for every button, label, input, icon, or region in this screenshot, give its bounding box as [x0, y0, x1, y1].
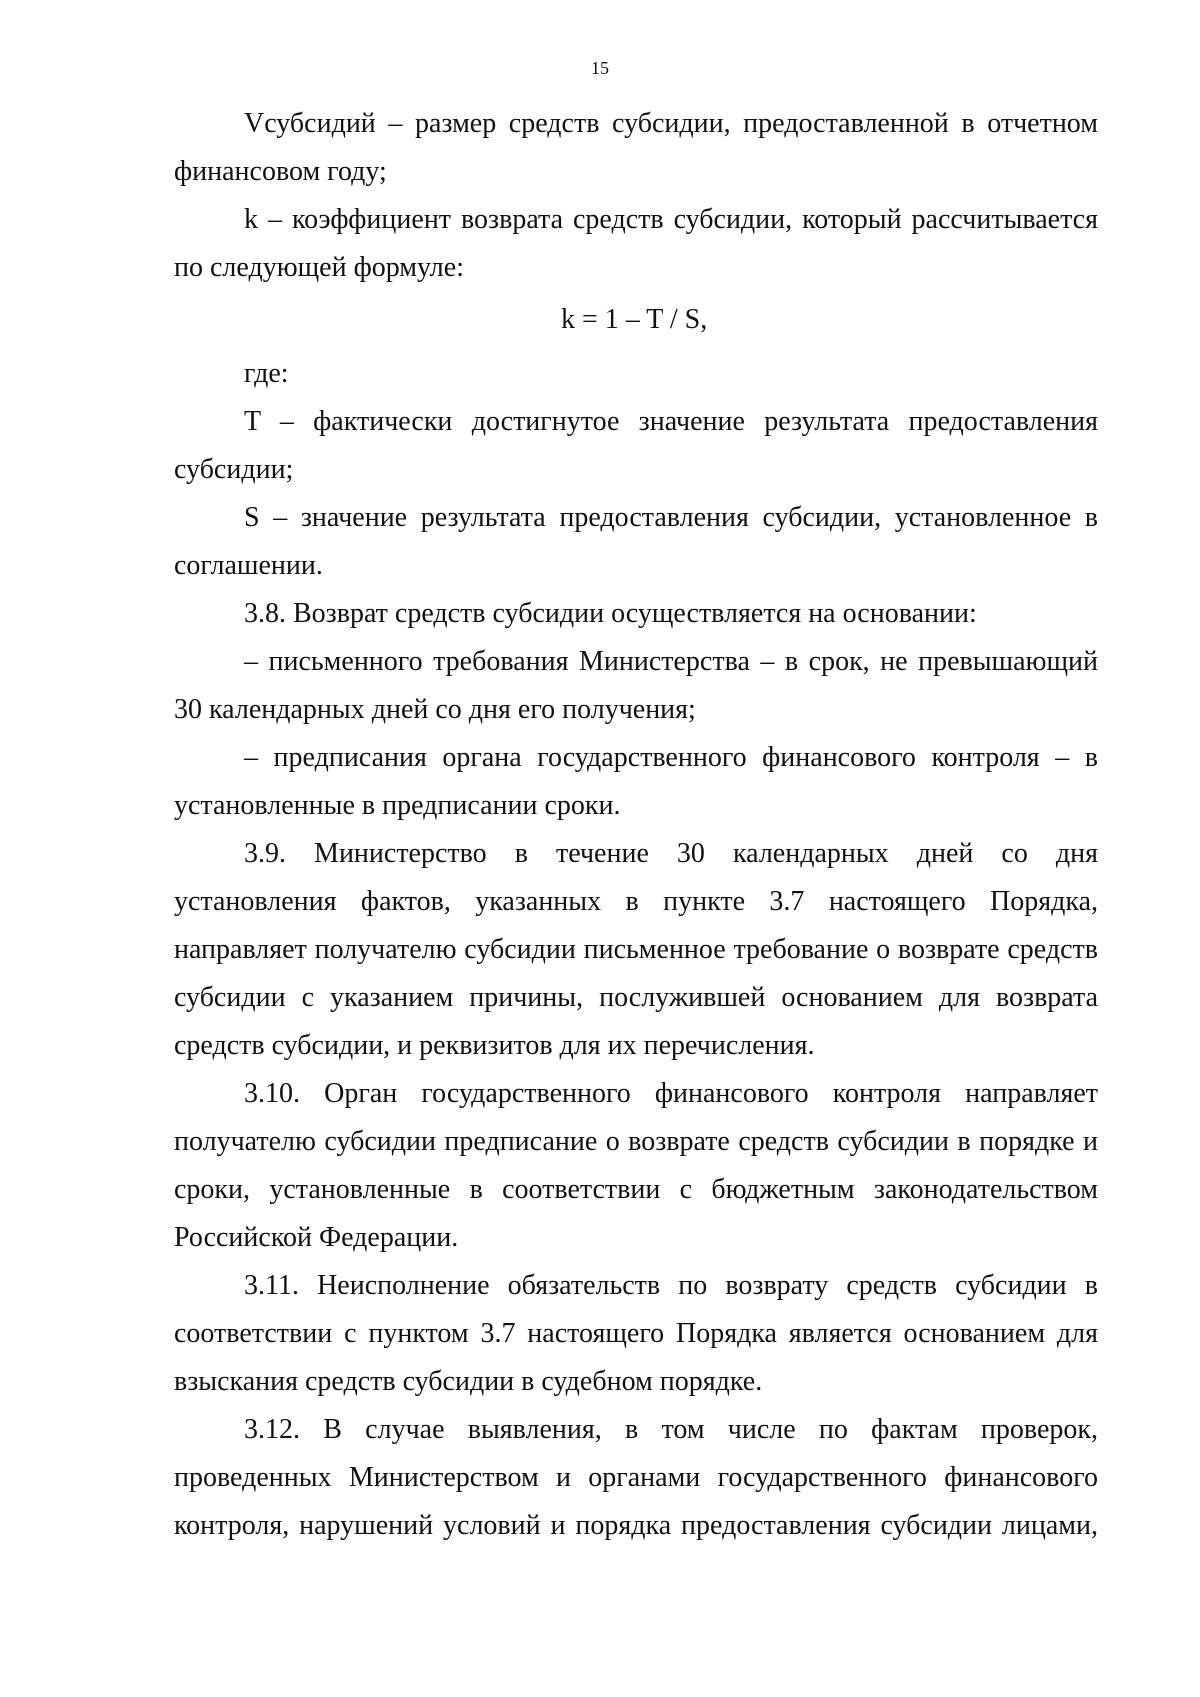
paragraph-3-10: 3.10. Орган государственного финансового контроля направляет получателю субсидии предписание о возврате средств субсидии в порядке и сроки, установленные в соответствии с бюджетным законодательством Российской Федерации.	[174, 1078, 1098, 1253]
paragraph-3-8: 3.8. Возврат средств субсидии осуществляется на основании:	[244, 598, 977, 629]
paragraph-3-12: 3.12. В случае выявления, в том числе по фактам проверок, проведенных Министерством и органами государственного финансового контроля, нарушений условий и порядка предоставления субсидии лицами,	[174, 1414, 1098, 1541]
paragraph-s-definition: S – значение результата предоставления субсидии, установленное в соглашении.	[174, 502, 1098, 581]
paragraph-3-9: 3.9. Министерство в течение 30 календарных дней со дня установления фактов, указанных в пункте 3.7 настоящего Порядка, направляет получателю субсидии письменное требование о возврате средств субсидии с указанием причины, послужившей основанием для возврата средств субсидии, и реквизитов для их перечисления.	[174, 838, 1098, 1061]
paragraph-3-8-item-a: – письменного требования Министерства – в срок, не превышающий 30 календарных дней со дня его получения;	[174, 646, 1098, 725]
paragraph-v-subsidy: Vсубсидий – размер средств субсидии, предоставленной в отчетном финансовом году;	[174, 108, 1098, 187]
document-body	[174, 100, 1098, 1550]
paragraph-where: где:	[244, 358, 289, 389]
paragraph-3-11: 3.11. Неисполнение обязательств по возврату средств субсидии в соответствии с пунктом 3.7 настоящего Порядка является основанием для взыскания средств субсидии в судебном порядке.	[174, 1270, 1098, 1397]
paragraph-3-8-item-b: – предписания органа государственного финансового контроля – в установленные в предписании сроки.	[174, 742, 1098, 821]
paragraph-k-coefficient: k – коэффициент возврата средств субсидии, который рассчитывается по следующей формуле:	[174, 204, 1098, 283]
formula: k = 1 – T / S,	[561, 304, 708, 335]
paragraph-t-definition: T – фактически достигнутое значение результата предоставления субсидии;	[174, 406, 1098, 485]
page-number: 15	[591, 58, 609, 78]
